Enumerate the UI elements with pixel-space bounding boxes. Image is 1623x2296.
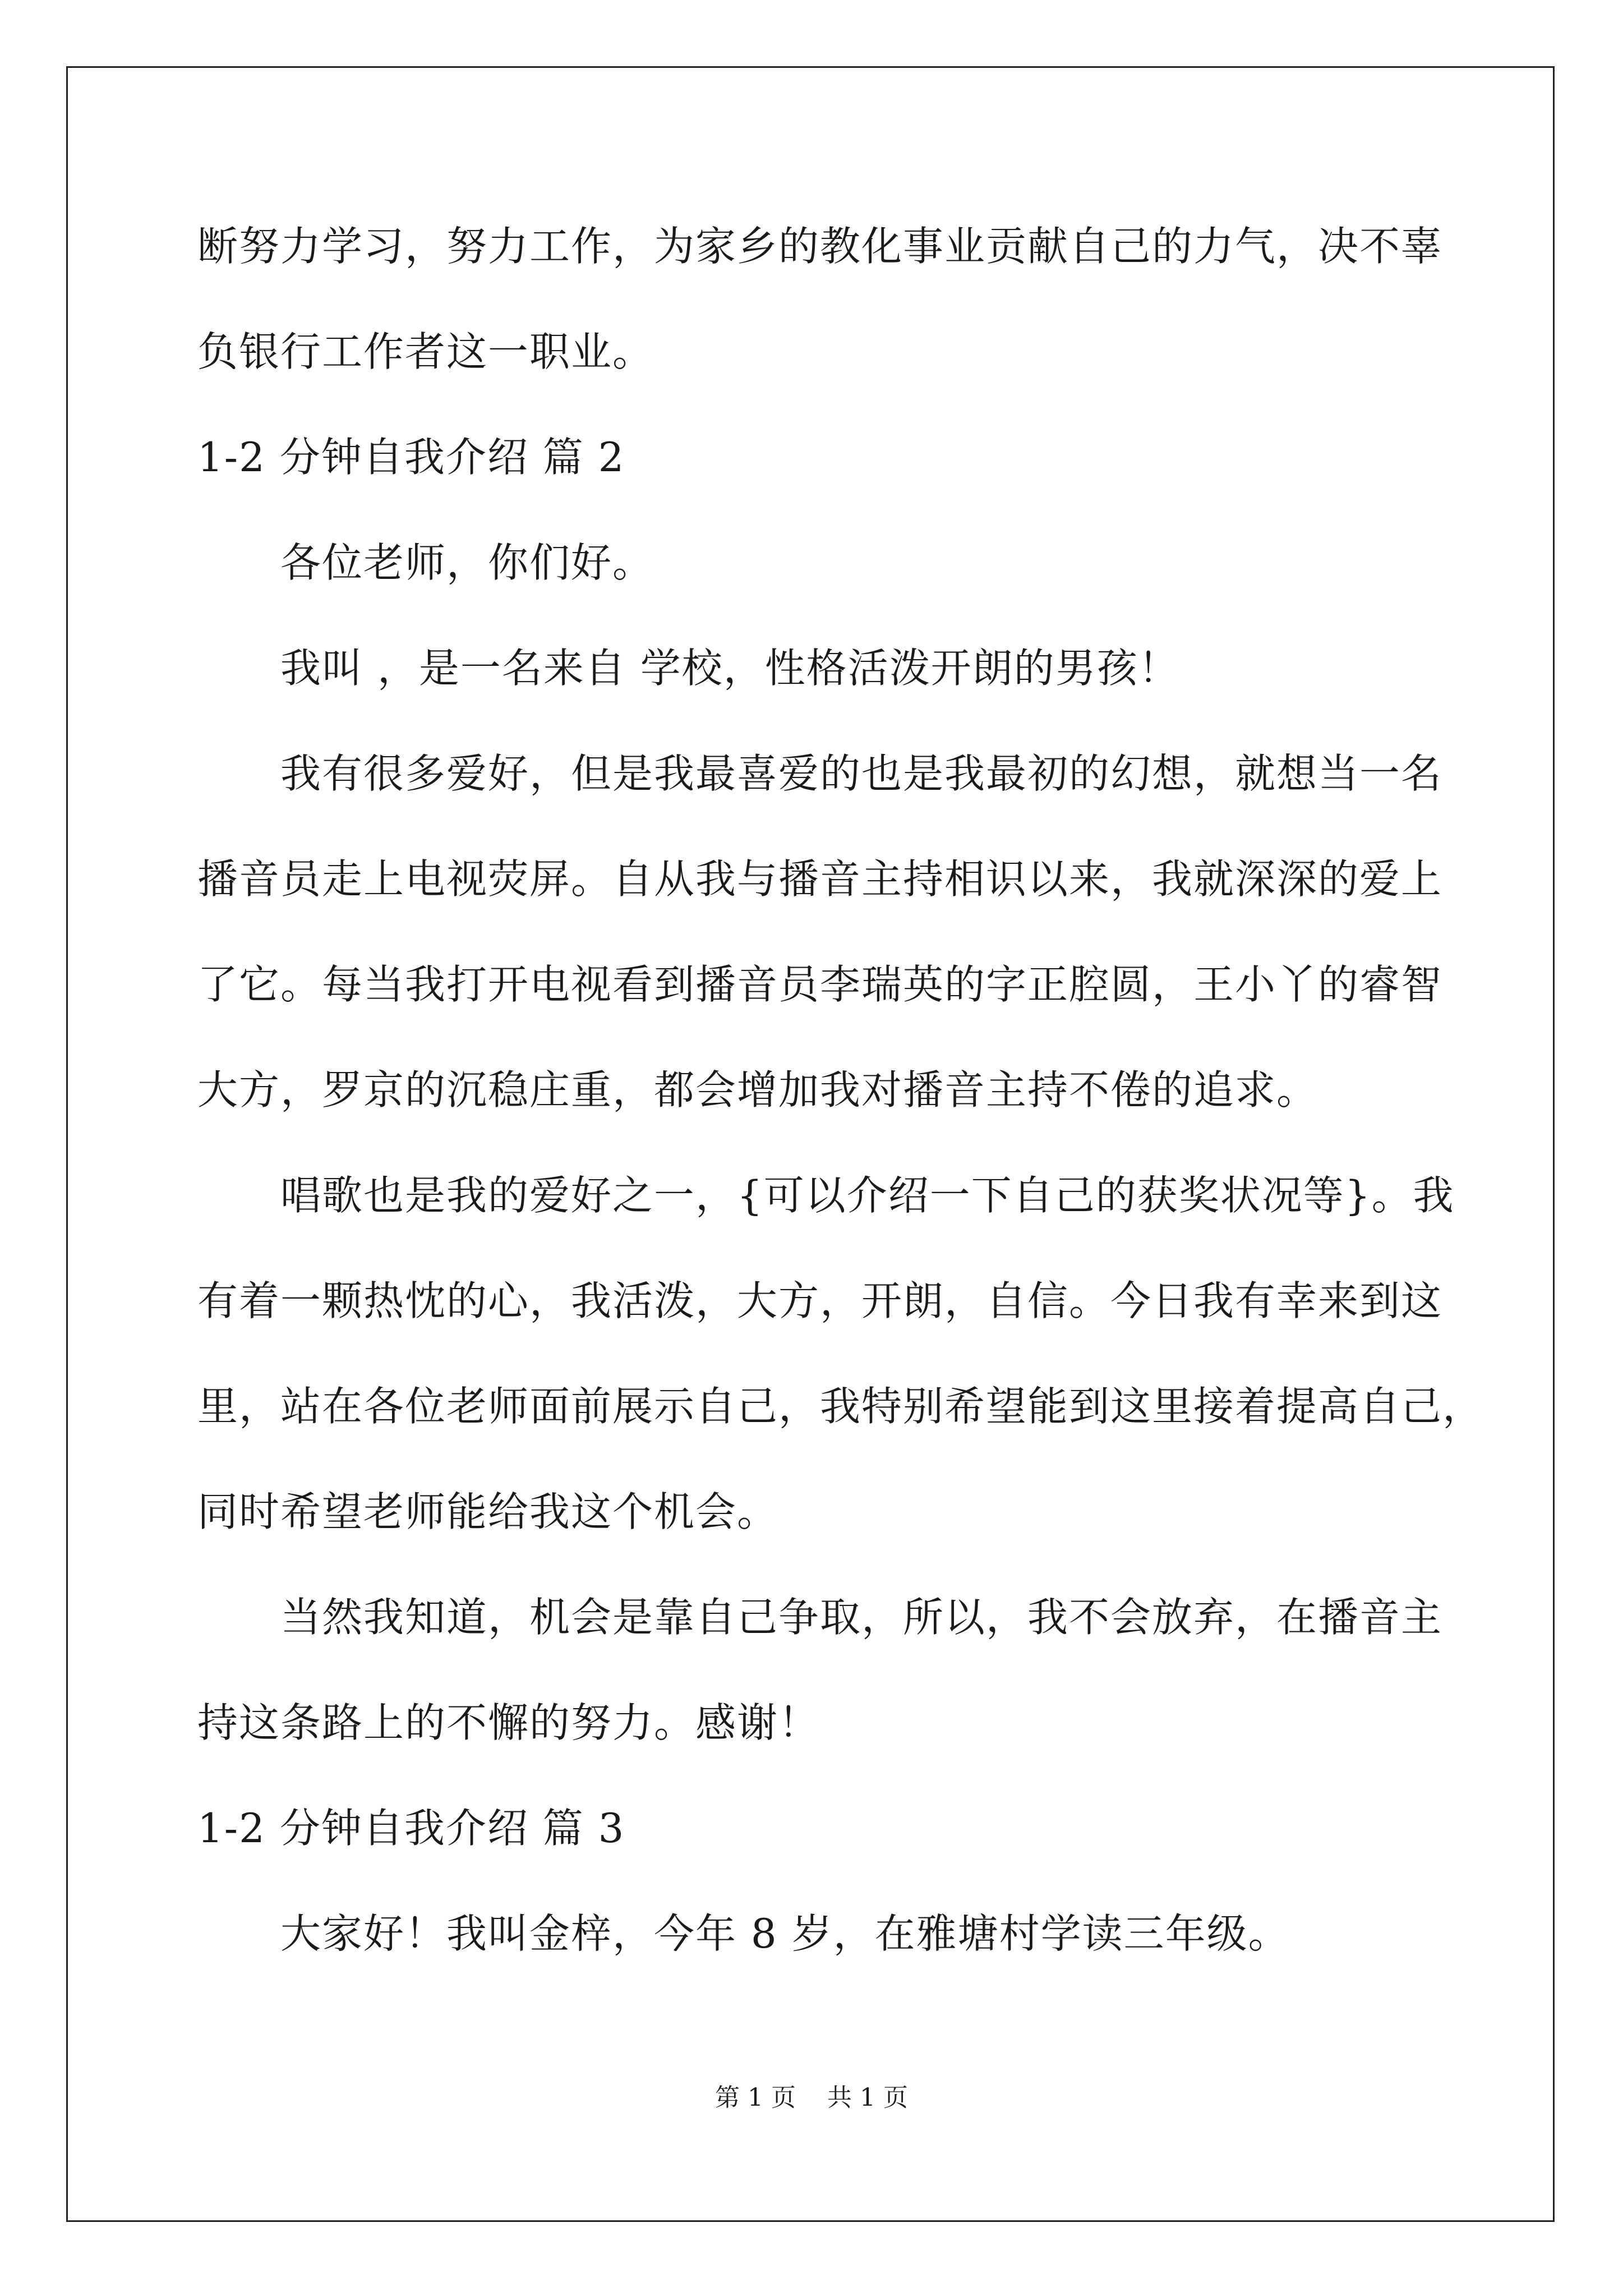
paragraph-line: 播音员走上电视荧屏。自从我与播音主持相识以来，我就深深的爱上 [197, 855, 1443, 903]
page-total: 共 1 页 [827, 2083, 908, 2112]
section-heading: 1-2 分钟自我介绍 篇 3 [197, 1805, 625, 1852]
paragraph-line: 有着一颗热忱的心，我活泼，大方，开朗，自信。今日我有幸来到这 [197, 1277, 1443, 1324]
paragraph-line: 当然我知道，机会是靠自己争取，所以，我不会放弃，在播音主 [280, 1594, 1443, 1641]
paragraph-line: 持这条路上的不懈的努力。感谢！ [197, 1699, 820, 1746]
paragraph-line: 里，站在各位老师面前展示自己，我特别希望能到这里接着提高自己， [197, 1383, 1484, 1430]
paragraph-line: 我有很多爱好，但是我最喜爱的也是我最初的幻想，就想当一名 [280, 750, 1443, 797]
paragraph-line: 我叫 ，是一名来自 学校，性格活泼开朗的男孩！ [280, 645, 1180, 692]
paragraph-line: 唱歌也是我的爱好之一，{可以介绍一下自己的获奖状况等}。我 [280, 1172, 1455, 1219]
document-body [197, 220, 1484, 2013]
page-number: 第 1 页 [715, 2083, 796, 2112]
paragraph-line: 断努力学习，努力工作，为家乡的教化事业贡献自己的力气，决不辜 [197, 223, 1443, 270]
paragraph-line: 同时希望老师能给我这个机会。 [197, 1488, 779, 1535]
paragraph-line: 负银行工作者这一职业。 [197, 328, 654, 375]
paragraph-line: 各位老师，你们好。 [280, 539, 654, 586]
page-footer [0, 2082, 1623, 2114]
paragraph-line: 大家好！我叫金梓，今年 8 岁，在雅塘村学读三年级。 [280, 1910, 1290, 1957]
paragraph-line: 大方，罗京的沉稳庄重，都会增加我对播音主持不倦的追求。 [197, 1066, 1318, 1114]
section-heading: 1-2 分钟自我介绍 篇 2 [197, 434, 625, 481]
paragraph-line: 了它。每当我打开电视看到播音员李瑞英的字正腔圆，王小丫的睿智 [197, 961, 1443, 1008]
